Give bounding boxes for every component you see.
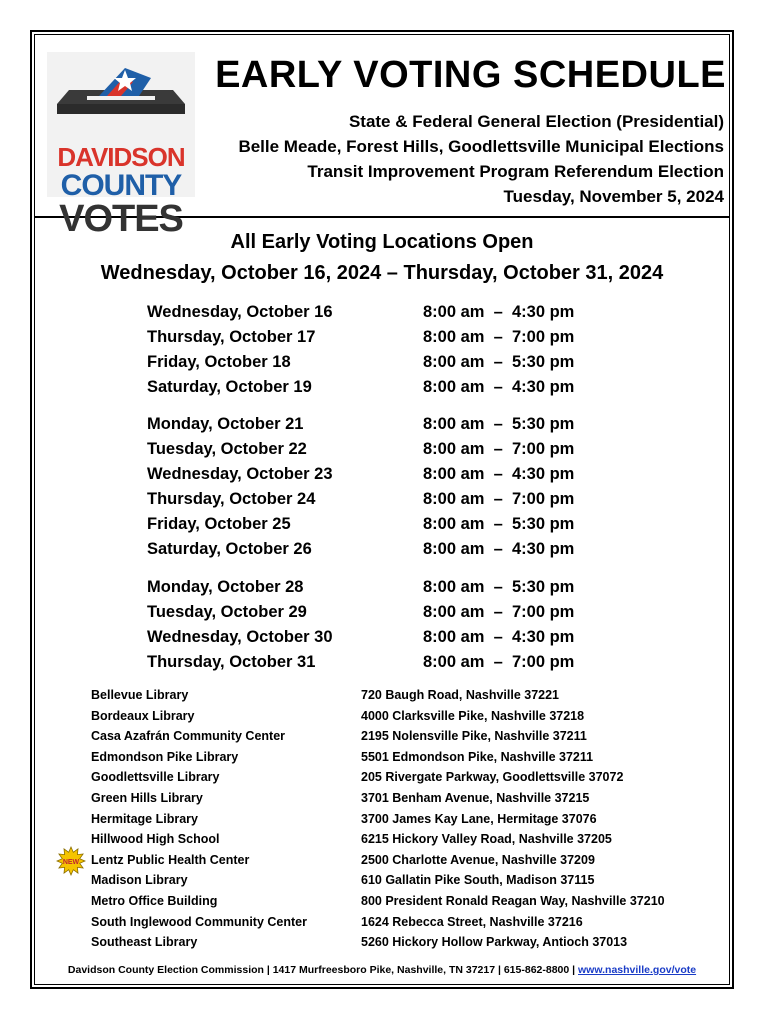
location-row xyxy=(0,770,768,788)
schedule-hours: 8:00 am – 7:00 pm xyxy=(423,328,575,346)
location-row xyxy=(0,812,768,830)
schedule-day: Monday, October 21 xyxy=(147,415,304,433)
location-address: 3701 Benham Avenue, Nashville 37215 xyxy=(361,791,590,805)
location-name: Bordeaux Library xyxy=(91,708,195,723)
location-address: 800 President Ronald Reagan Way, Nashville 37210 xyxy=(361,894,665,908)
davidson-county-votes-logo xyxy=(47,52,195,240)
location-address: 5501 Edmondson Pike, Nashville 37211 xyxy=(361,749,594,764)
schedule-hours: 8:00 am – 4:30 pm xyxy=(423,628,575,646)
location-name: Metro Office Building xyxy=(91,894,218,908)
location-address: 2195 Nolensville Pike, Nashville 37211 xyxy=(361,729,587,744)
location-name: South Inglewood Community Center xyxy=(91,914,307,929)
location-name: Madison Library xyxy=(91,873,188,888)
schedule-row xyxy=(0,628,768,650)
schedule-day: Friday, October 18 xyxy=(147,353,291,371)
location-name: Goodlettsville Library xyxy=(91,770,220,785)
location-row xyxy=(0,853,768,871)
schedule-row xyxy=(0,653,768,675)
schedule-day: Wednesday, October 23 xyxy=(147,465,333,483)
page-title: EARLY VOTING SCHEDULE xyxy=(215,54,726,96)
location-row xyxy=(0,709,768,727)
schedule-row xyxy=(0,328,768,350)
schedule-row xyxy=(0,378,768,400)
schedule-day: Wednesday, October 30 xyxy=(147,628,333,646)
location-row xyxy=(0,750,768,768)
location-row xyxy=(0,873,768,891)
location-row xyxy=(0,729,768,747)
schedule-day: Monday, October 28 xyxy=(147,578,304,596)
location-name: Hillwood High School xyxy=(91,832,220,847)
location-name: Bellevue Library xyxy=(91,688,189,702)
schedule-day: Tuesday, October 29 xyxy=(147,603,307,621)
schedule-day: Thursday, October 17 xyxy=(147,328,316,346)
schedule-day: Saturday, October 26 xyxy=(147,540,312,558)
new-starburst-icon xyxy=(56,846,86,876)
schedule-row xyxy=(0,440,768,462)
schedule-day: Tuesday, October 22 xyxy=(147,440,307,458)
schedule-hours: 8:00 am – 5:30 pm xyxy=(423,515,575,533)
footer-contact xyxy=(34,964,730,976)
location-name: Southeast Library xyxy=(91,935,198,950)
schedule-hours: 8:00 am – 7:00 pm xyxy=(423,653,575,671)
location-row xyxy=(0,688,768,706)
footer-text: Davidson County Election Commission | 1417 Murfreesboro Pike, Nashville, TN 37217 | 615-862-8800 | xyxy=(67,964,579,976)
early-voting-date-range: Wednesday, October 16, 2024 – Thursday, October 31, 2024 xyxy=(100,262,664,284)
new-badge-label: NEW xyxy=(62,859,80,866)
location-address: 720 Baugh Road, Nashville 37221 xyxy=(361,688,560,702)
schedule-hours: 8:00 am – 4:30 pm xyxy=(423,465,575,483)
schedule-day: Thursday, October 31 xyxy=(147,653,316,671)
location-address: 3700 James Kay Lane, Hermitage 37076 xyxy=(361,811,597,826)
location-row xyxy=(0,791,768,809)
schedule-row xyxy=(0,578,768,600)
schedule-row xyxy=(0,415,768,437)
location-address: 205 Rivergate Parkway, Goodlettsville 37072 xyxy=(361,770,624,785)
schedule-hours: 8:00 am – 5:30 pm xyxy=(423,353,575,371)
election-date: Tuesday, November 5, 2024 xyxy=(503,187,724,206)
schedule-hours: 8:00 am – 4:30 pm xyxy=(423,303,575,321)
schedule-hours: 8:00 am – 5:30 pm xyxy=(423,578,575,596)
location-address: 610 Gallatin Pike South, Madison 37115 xyxy=(361,873,595,888)
schedule-hours: 8:00 am – 4:30 pm xyxy=(423,378,575,396)
election-subhead-3: Transit Improvement Program Referendum Election xyxy=(307,162,724,181)
location-row xyxy=(0,935,768,953)
schedule-hours: 8:00 am – 7:00 pm xyxy=(423,490,575,508)
ballot-box-icon xyxy=(47,52,195,147)
location-row xyxy=(0,894,768,912)
location-name: Hermitage Library xyxy=(91,811,198,826)
location-address: 6215 Hickory Valley Road, Nashville 37205 xyxy=(361,832,612,847)
schedule-row xyxy=(0,603,768,625)
location-name: Green Hills Library xyxy=(91,791,203,805)
schedule-row xyxy=(0,303,768,325)
schedule-row xyxy=(0,353,768,375)
location-name: Casa Azafrán Community Center xyxy=(91,729,286,744)
location-row xyxy=(0,915,768,933)
location-address: 4000 Clarksville Pike, Nashville 37218 xyxy=(361,708,585,723)
schedule-hours: 8:00 am – 4:30 pm xyxy=(423,540,575,558)
logo-text-votes: VOTES xyxy=(59,198,183,240)
location-row xyxy=(0,832,768,850)
location-name: Edmondson Pike Library xyxy=(91,749,239,764)
schedule-row xyxy=(0,490,768,512)
schedule-hours: 8:00 am – 7:00 pm xyxy=(423,440,575,458)
schedule-day: Thursday, October 24 xyxy=(147,490,316,508)
location-name: Lentz Public Health Center xyxy=(91,852,250,867)
schedule-row xyxy=(0,465,768,487)
schedule-day: Wednesday, October 16 xyxy=(147,303,333,321)
schedule-hours: 8:00 am – 7:00 pm xyxy=(423,603,575,621)
logo-text-davidson: DAVIDSON xyxy=(57,142,185,172)
location-address: 1624 Rebecca Street, Nashville 37216 xyxy=(361,914,583,929)
election-subhead-2: Belle Meade, Forest Hills, Goodlettsville Municipal Elections xyxy=(238,137,724,156)
schedule-row xyxy=(0,540,768,562)
footer-website-link[interactable]: www.nashville.gov/vote xyxy=(578,964,697,976)
schedule-hours: 8:00 am – 5:30 pm xyxy=(423,415,575,433)
logo-text-county: COUNTY xyxy=(60,169,182,202)
location-address: 5260 Hickory Hollow Parkway, Antioch 37013 xyxy=(361,935,628,950)
schedule-day: Saturday, October 19 xyxy=(147,378,312,396)
election-subhead-1: State & Federal General Election (Presidential) xyxy=(348,112,724,131)
schedule-row xyxy=(0,515,768,537)
locations-open-heading: All Early Voting Locations Open xyxy=(230,231,534,253)
location-address: 2500 Charlotte Avenue, Nashville 37209 xyxy=(361,852,595,867)
schedule-day: Friday, October 25 xyxy=(147,515,291,533)
